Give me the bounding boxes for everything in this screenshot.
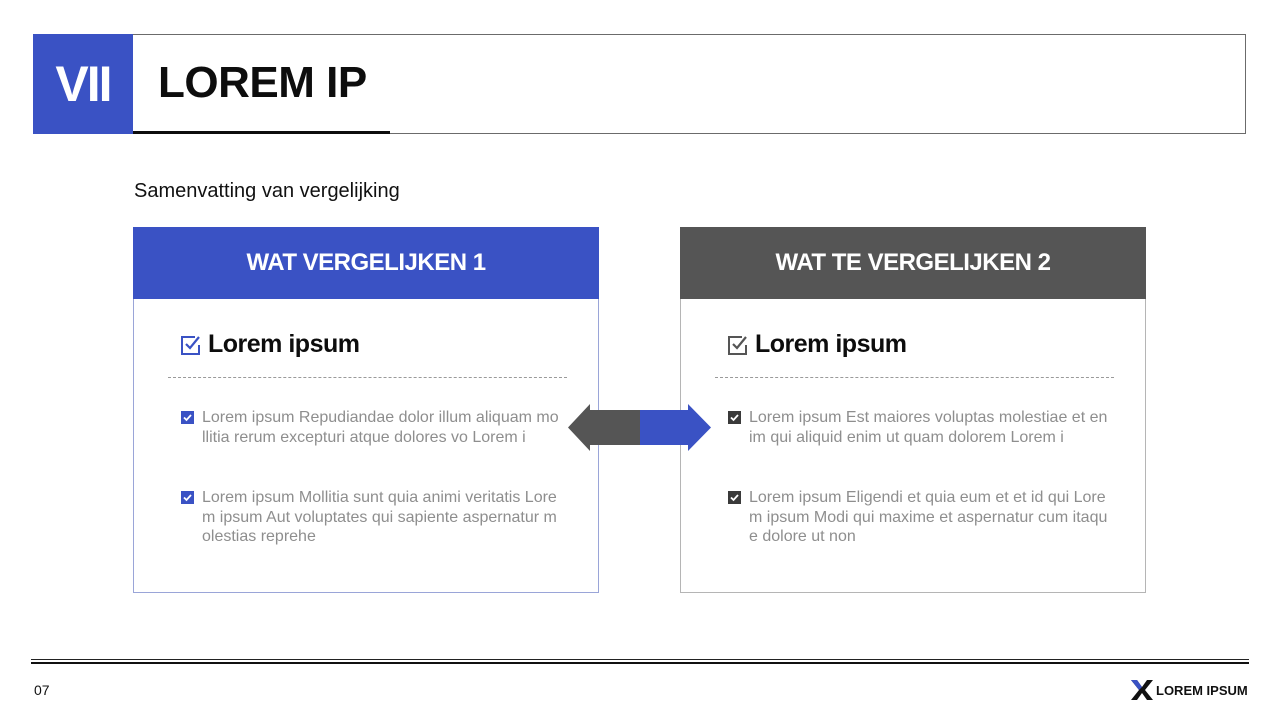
list-item-text: Lorem ipsum Mollitia sunt quia animi veritatis Lorem ipsum Aut voluptates qui sapiente aspernatur molestias reprehe [202,489,557,545]
list-item [728,408,1108,447]
list-item [181,488,561,547]
checkbox-checked-filled-icon [728,411,741,424]
page-title: LOREM IP [158,58,367,107]
panel-subheading [727,330,906,359]
logo-text: LOREM IPSUM [1156,682,1248,698]
checkbox-checked-filled-icon [181,491,194,504]
x-logo-icon [1131,680,1153,700]
checkbox-checked-outline-icon [180,334,202,356]
footer-rule [31,662,1249,664]
checkbox-checked-outline-icon [727,334,749,356]
page-number: 07 [34,682,50,698]
footer-rule [31,659,1249,660]
comparison-panel-1 [133,227,599,593]
checkbox-checked-filled-icon [181,411,194,424]
panel-heading: WAT TE VERGELIJKEN 2 [680,227,1146,299]
title-underline [133,131,390,134]
brand-logo [1131,680,1248,700]
list-item-text: Lorem ipsum Est maiores voluptas molestiae et enim qui aliquid enim ut quam dolorem Lorem i [749,409,1108,446]
page-subtitle: Samenvatting van vergelijking [134,180,400,202]
panel-subheading [180,330,359,359]
panel-heading: WAT VERGELIJKEN 1 [133,227,599,299]
list-item [181,408,561,447]
panel-subheading-label: Lorem ipsum [208,330,360,358]
panel-subheading-label: Lorem ipsum [755,330,907,358]
list-item-text: Lorem ipsum Repudiandae dolor illum aliquam mollitia rerum excepturi atque dolores vo Lorem i [202,409,559,446]
comparison-panel-2 [680,227,1146,593]
double-arrow-icon [568,404,711,451]
checkbox-checked-filled-icon [728,491,741,504]
divider [168,377,567,378]
divider [715,377,1114,378]
list-item [728,488,1108,547]
list-item-text: Lorem ipsum Eligendi et quia eum et et id qui Lorem ipsum Modi qui maxime et aspernatur cum itaque dolore ut non [749,489,1108,545]
section-number: VII [33,34,133,134]
